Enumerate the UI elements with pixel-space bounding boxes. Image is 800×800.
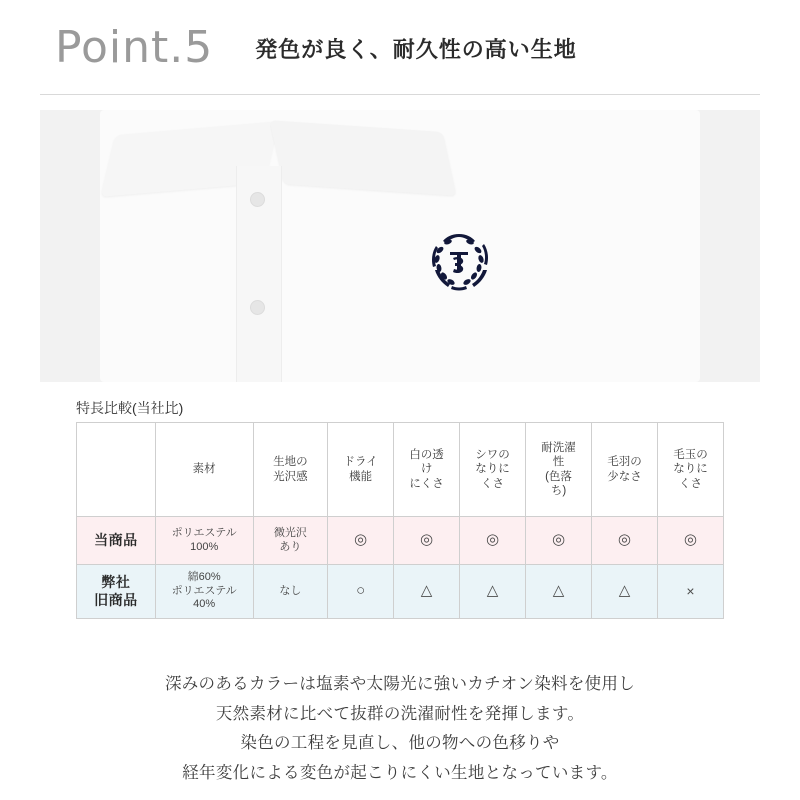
- cell-ours-fuzz: ◎: [591, 517, 657, 565]
- page-title: 発色が良く、耐久性の高い生地: [255, 36, 577, 62]
- shirt-button-top: [250, 192, 265, 207]
- header-cell-material: 素材: [155, 423, 253, 517]
- cell-old-wash: △: [526, 565, 592, 619]
- footer-line-4: 経年変化による変色が起こりにくい生地となっています。: [182, 763, 618, 782]
- cell-old-dry: ○: [328, 565, 394, 619]
- cell-old-material: 綿60% ポリエステル 40%: [155, 565, 253, 619]
- cell-ours-pilling: ◎: [657, 517, 723, 565]
- cell-old-wrinkle: △: [460, 565, 526, 619]
- header-cell-wash: 耐洗濯 性 (色落 ち): [526, 423, 592, 517]
- header-cell-pilling: 毛玉の なりに くさ: [657, 423, 723, 517]
- cell-old-gloss: なし: [253, 565, 327, 619]
- header-cell-gloss: 生地の 光沢感: [253, 423, 327, 517]
- cell-ours-gloss: 微光沢 あり: [253, 517, 327, 565]
- table-caption: 特長比較(当社比): [76, 400, 184, 416]
- row-label-ours: 当商品: [77, 517, 156, 565]
- footer-line-2: 天然素材に比べて抜群の洗濯耐性を発揮します。: [215, 704, 585, 723]
- product-photo: [40, 110, 760, 382]
- header-cell-wrinkle: シワの なりに くさ: [460, 423, 526, 517]
- page-header: [0, 0, 800, 96]
- header-cell-see-through: 白の透 け にくさ: [394, 423, 460, 517]
- header-cell-blank: [77, 423, 156, 517]
- point-label: Point.5: [55, 22, 214, 73]
- feature-comparison-table: [76, 422, 724, 619]
- cell-old-see-through: △: [394, 565, 460, 619]
- cell-ours-wash: ◎: [526, 517, 592, 565]
- cell-old-pilling: ×: [657, 565, 723, 619]
- table-header: [77, 423, 724, 517]
- header-cell-fuzz: 毛羽の 少なさ: [591, 423, 657, 517]
- header-cell-dry: ドライ 機能: [328, 423, 394, 517]
- shirt-button-bottom: [250, 300, 265, 315]
- cell-old-fuzz: △: [591, 565, 657, 619]
- footer-description: [0, 672, 800, 790]
- table-row: [77, 565, 724, 619]
- header-divider: [40, 94, 760, 95]
- collar-right: [270, 120, 457, 196]
- table-body: [77, 517, 724, 619]
- cell-ours-dry: ◎: [328, 517, 394, 565]
- footer-line-3: 染色の工程を見直し、他の物への色移りや: [240, 734, 560, 753]
- row-label-old: 弊社 旧商品: [77, 565, 156, 619]
- footer-line-1: 深みのあるカラーは塩素や太陽光に強いカチオン染料を使用し: [164, 675, 636, 693]
- cell-ours-wrinkle: ◎: [460, 517, 526, 565]
- cell-ours-see-through: ◎: [394, 517, 460, 565]
- laurel-wreath-emblem: [422, 230, 496, 296]
- table-row: [77, 517, 724, 565]
- cell-ours-material: ポリエステル 100%: [155, 517, 253, 565]
- table-header-row: [77, 423, 724, 517]
